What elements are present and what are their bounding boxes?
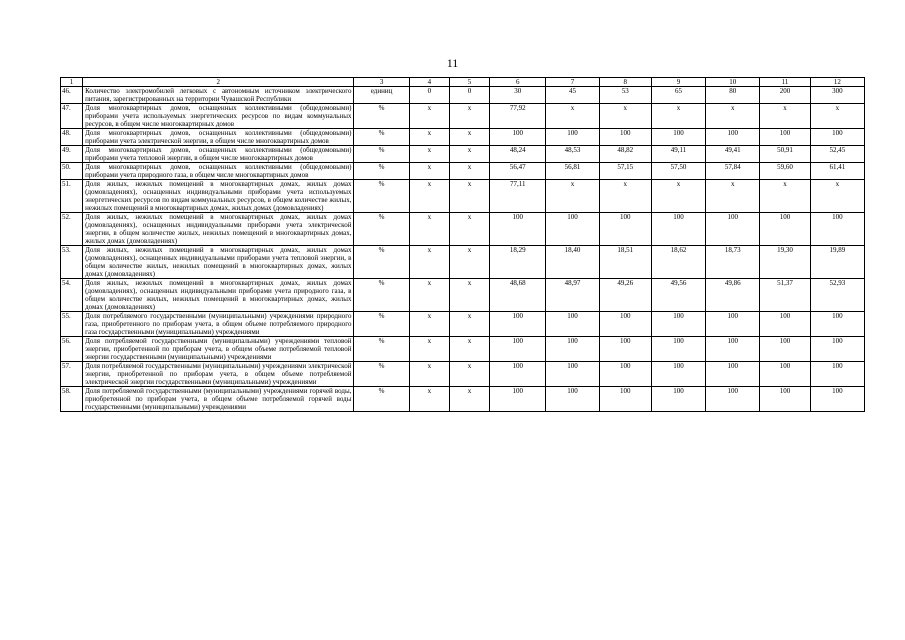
value-cell: 77,92 (490, 104, 546, 129)
column-header: 12 (810, 78, 864, 87)
unit-cell: % (354, 387, 409, 412)
value-cell: 100 (760, 362, 810, 387)
column-header: 11 (760, 78, 810, 87)
indicator-name: Доля многоквартирных домов, оснащенных коллективными (общедомовыми) приборами учета электрической энергии, в общем числе многоквартирных домов (83, 129, 354, 146)
value-cell: 100 (651, 129, 705, 146)
value-cell: x (449, 279, 489, 312)
column-header: 4 (409, 78, 449, 87)
indicator-name: Доля потребляемого государственными (муниципальными) учреждениями природного газа, приобретенного по приборам учета, в общем объеме потребляемого природного газа государственными (муниципальными) учреждениями (83, 312, 354, 337)
value-cell: 100 (706, 312, 760, 337)
row-number: 51. (61, 180, 83, 213)
value-cell: x (449, 180, 489, 213)
unit-cell: % (354, 129, 409, 146)
value-cell: 100 (546, 213, 599, 246)
value-cell: 100 (490, 387, 546, 412)
indicator-name: Доля жилых, нежилых помещений в многоквартирных домах, жилых домах (домовладениях), оснащенных индивидуальными приборами учета природного газа, в общем количестве жилых, нежилых помещений в многоквартирных домах, жилых домах (домовладениях) (83, 279, 354, 312)
row-number: 55. (61, 312, 83, 337)
row-number: 54. (61, 279, 83, 312)
indicator-name: Количество электромобилей легковых с автономным источником электрического питания, зарегистрированных на территории Чувашской Республики (83, 87, 354, 104)
value-cell: x (599, 104, 651, 129)
value-cell: 100 (490, 312, 546, 337)
value-cell: 100 (546, 337, 599, 362)
row-number: 52. (61, 213, 83, 246)
unit-cell: % (354, 104, 409, 129)
indicator-name: Доля жилых, нежилых помещений в многоквартирных домах, жилых домах (домовладениях), оснащенных индивидуальными приборами учета используемых энергетических ресурсов по видам коммунальных ресурсов, в общем количестве жилых, нежилых помещений в многоквартирных домах, жилых домах (домовладениях) (83, 180, 354, 213)
table-row (61, 279, 865, 312)
value-cell: x (409, 246, 449, 279)
value-cell: 18,29 (490, 246, 546, 279)
value-cell: 57,15 (599, 163, 651, 180)
value-cell: 100 (706, 337, 760, 362)
value-cell: 100 (706, 213, 760, 246)
row-number: 58. (61, 387, 83, 412)
value-cell: 100 (490, 213, 546, 246)
value-cell: 100 (760, 129, 810, 146)
value-cell: 100 (760, 337, 810, 362)
value-cell: x (651, 180, 705, 213)
value-cell: 100 (599, 129, 651, 146)
indicator-name: Доля многоквартирных домов, оснащенных коллективными (общедомовыми) приборами учета используемых энергетических ресурсов по видам коммунальных ресурсов, в общем числе многоквартирных домов (83, 104, 354, 129)
table-row (61, 87, 865, 104)
column-header: 3 (354, 78, 409, 87)
value-cell: 48,68 (490, 279, 546, 312)
value-cell: 77,11 (490, 180, 546, 213)
indicators-table (60, 77, 865, 412)
table-row (61, 337, 865, 362)
value-cell: 100 (810, 129, 864, 146)
value-cell: 56,81 (546, 163, 599, 180)
value-cell: 100 (810, 337, 864, 362)
value-cell: 100 (760, 312, 810, 337)
value-cell: 18,73 (706, 246, 760, 279)
value-cell: x (546, 104, 599, 129)
value-cell: x (449, 362, 489, 387)
table-row (61, 163, 865, 180)
value-cell: x (409, 312, 449, 337)
value-cell: 57,50 (651, 163, 705, 180)
indicator-name: Доля потребляемой государственными (муниципальными) учреждениями электрической энергии, приобретенной по приборам учета, в общем объеме потребляемой электрической энергии государственными (муниципальными) учреждениями (83, 362, 354, 387)
value-cell: 100 (546, 362, 599, 387)
row-number: 50. (61, 163, 83, 180)
row-number: 46. (61, 87, 83, 104)
unit-cell: единиц (354, 87, 409, 104)
unit-cell: % (354, 279, 409, 312)
value-cell: 53 (599, 87, 651, 104)
table-row (61, 312, 865, 337)
value-cell: x (449, 104, 489, 129)
table-header-row (61, 78, 865, 87)
value-cell: 100 (546, 312, 599, 337)
unit-cell: % (354, 337, 409, 362)
value-cell: 100 (810, 387, 864, 412)
value-cell: 100 (651, 312, 705, 337)
value-cell: x (409, 129, 449, 146)
value-cell: 18,62 (651, 246, 705, 279)
indicator-name: Доля жилых, нежилых помещений в многоквартирных домах, жилых домах (домовладениях), оснащенных индивидуальными приборами учета тепловой энергии, в общем количестве жилых, нежилых помещений в многоквартирных домах, жилых домах (домовладениях) (83, 246, 354, 279)
value-cell: x (409, 104, 449, 129)
value-cell: 65 (651, 87, 705, 104)
value-cell: 100 (599, 312, 651, 337)
value-cell: 45 (546, 87, 599, 104)
value-cell: 49,41 (706, 146, 760, 163)
value-cell: 48,82 (599, 146, 651, 163)
value-cell: x (409, 163, 449, 180)
value-cell: 57,84 (706, 163, 760, 180)
value-cell: x (449, 246, 489, 279)
value-cell: 100 (706, 129, 760, 146)
table-row (61, 180, 865, 213)
column-header: 5 (449, 78, 489, 87)
value-cell: x (409, 146, 449, 163)
unit-cell: % (354, 362, 409, 387)
table-row (61, 104, 865, 129)
table-row (61, 362, 865, 387)
value-cell: 100 (651, 337, 705, 362)
value-cell: 48,97 (546, 279, 599, 312)
value-cell: 49,86 (706, 279, 760, 312)
value-cell: 100 (490, 129, 546, 146)
indicator-name: Доля многоквартирных домов, оснащенных коллективными (общедомовыми) приборами учета природного газа, в общем числе многоквартирных домов (83, 163, 354, 180)
column-header: 6 (490, 78, 546, 87)
value-cell: 19,30 (760, 246, 810, 279)
value-cell: x (706, 180, 760, 213)
value-cell: 52,45 (810, 146, 864, 163)
value-cell: x (810, 180, 864, 213)
value-cell: 0 (449, 87, 489, 104)
column-header: 10 (706, 78, 760, 87)
value-cell: 100 (490, 337, 546, 362)
value-cell: x (651, 104, 705, 129)
value-cell: x (449, 337, 489, 362)
value-cell: 61,41 (810, 163, 864, 180)
value-cell: x (409, 213, 449, 246)
value-cell: 100 (810, 362, 864, 387)
value-cell: x (409, 337, 449, 362)
value-cell: 49,11 (651, 146, 705, 163)
table-row (61, 213, 865, 246)
value-cell: 100 (651, 387, 705, 412)
value-cell: 100 (599, 213, 651, 246)
value-cell: x (449, 129, 489, 146)
unit-cell: % (354, 213, 409, 246)
value-cell: 100 (599, 337, 651, 362)
row-number: 57. (61, 362, 83, 387)
value-cell: 50,91 (760, 146, 810, 163)
value-cell: x (409, 180, 449, 213)
value-cell: x (409, 279, 449, 312)
table-body (61, 87, 865, 412)
indicator-name: Доля жилых, нежилых помещений в многоквартирных домах, жилых домах (домовладениях), оснащенных индивидуальными приборами учета электрической энергии, в общем количестве жилых, нежилых помещений в многоквартирных домах, жилых домах (домовладениях) (83, 213, 354, 246)
value-cell: x (810, 104, 864, 129)
value-cell: 100 (706, 362, 760, 387)
value-cell: x (449, 163, 489, 180)
value-cell: 18,40 (546, 246, 599, 279)
value-cell: 49,26 (599, 279, 651, 312)
value-cell: x (546, 180, 599, 213)
value-cell: x (409, 387, 449, 412)
value-cell: 100 (651, 362, 705, 387)
row-number: 53. (61, 246, 83, 279)
column-header: 8 (599, 78, 651, 87)
table-row (61, 146, 865, 163)
value-cell: x (760, 180, 810, 213)
value-cell: x (706, 104, 760, 129)
value-cell: 0 (409, 87, 449, 104)
value-cell: 18,51 (599, 246, 651, 279)
value-cell: x (599, 180, 651, 213)
value-cell: 100 (546, 387, 599, 412)
value-cell: 80 (706, 87, 760, 104)
value-cell: x (449, 387, 489, 412)
value-cell: 56,47 (490, 163, 546, 180)
value-cell: 100 (546, 129, 599, 146)
unit-cell: % (354, 312, 409, 337)
value-cell: 300 (810, 87, 864, 104)
row-number: 48. (61, 129, 83, 146)
value-cell: 30 (490, 87, 546, 104)
column-header: 7 (546, 78, 599, 87)
value-cell: 49,56 (651, 279, 705, 312)
row-number: 56. (61, 337, 83, 362)
value-cell: 100 (651, 213, 705, 246)
indicator-name: Доля потребляемой государственными (муниципальными) учреждениями горячей воды, приобретенной по приборам учета, в общем объеме потребляемой горячей воды государственными (муниципальными) учреждениями (83, 387, 354, 412)
unit-cell: % (354, 180, 409, 213)
value-cell: x (449, 146, 489, 163)
table-row (61, 246, 865, 279)
value-cell: 100 (760, 213, 810, 246)
row-number: 47. (61, 104, 83, 129)
column-header: 9 (651, 78, 705, 87)
value-cell: 100 (810, 312, 864, 337)
value-cell: 200 (760, 87, 810, 104)
indicator-name: Доля потребляемой государственными (муниципальными) учреждениями тепловой энергии, приобретенной по приборам учета, в общем объеме потребляемой тепловой энергии государственными (муниципальными) учреждениями (83, 337, 354, 362)
value-cell: 48,53 (546, 146, 599, 163)
value-cell: 100 (706, 387, 760, 412)
value-cell: x (409, 362, 449, 387)
column-header: 2 (83, 78, 354, 87)
value-cell: 100 (760, 387, 810, 412)
unit-cell: % (354, 163, 409, 180)
value-cell: 48,24 (490, 146, 546, 163)
value-cell: x (449, 213, 489, 246)
column-header: 1 (61, 78, 83, 87)
value-cell: 100 (599, 362, 651, 387)
unit-cell: % (354, 146, 409, 163)
value-cell: 100 (599, 387, 651, 412)
unit-cell: % (354, 246, 409, 279)
value-cell: x (760, 104, 810, 129)
value-cell: 19,89 (810, 246, 864, 279)
value-cell: x (449, 312, 489, 337)
value-cell: 100 (490, 362, 546, 387)
row-number: 49. (61, 146, 83, 163)
table-row (61, 129, 865, 146)
value-cell: 59,60 (760, 163, 810, 180)
value-cell: 100 (810, 213, 864, 246)
table-row (61, 387, 865, 412)
value-cell: 52,93 (810, 279, 864, 312)
page-number: 11 (446, 56, 459, 70)
value-cell: 51,37 (760, 279, 810, 312)
indicator-name: Доля многоквартирных домов, оснащенных коллективными (общедомовыми) приборами учета тепловой энергии, в общем числе многоквартирных домов (83, 146, 354, 163)
